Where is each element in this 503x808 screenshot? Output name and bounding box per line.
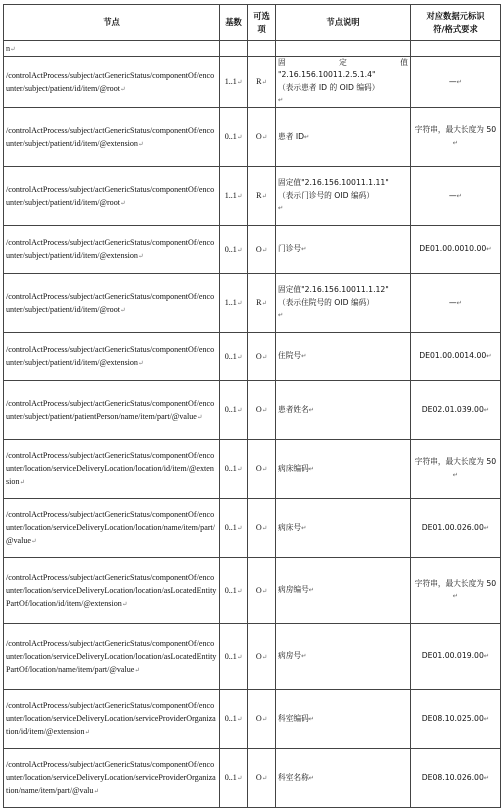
continuation-cell: n↵	[4, 41, 220, 57]
cardinality-cell: 0..1↵	[220, 225, 248, 273]
cardinality-cell: 1..1↵	[220, 57, 248, 108]
requirement-cell: DE01.00.0014.00↵	[411, 332, 501, 380]
node-path-cell: /controlActProcess/subject/actGenericStatus/componentOf/encounter/subject/patient/id/item/@extension↵	[4, 107, 220, 166]
table-row	[4, 689, 501, 748]
cardinality-cell: 0..1↵	[220, 498, 248, 557]
node-spec-table	[3, 4, 501, 808]
requirement-cell: 字符串，最大长度为 50↵	[411, 107, 501, 166]
table-row	[4, 498, 501, 557]
node-path-cell: /controlActProcess/subject/actGenericStatus/componentOf/encounter/subject/patient/id/item/@extension↵	[4, 332, 220, 380]
cardinality-cell: 0..1↵	[220, 439, 248, 498]
cardinality-cell: 1..1↵	[220, 166, 248, 225]
description-cell: 患者 ID↵	[276, 107, 411, 166]
cardinality-cell: 0..1↵	[220, 557, 248, 623]
description-cell: 病房编号↵	[276, 557, 411, 623]
optional-cell: O↵	[248, 107, 276, 166]
node-path-cell: /controlActProcess/subject/actGenericStatus/componentOf/encounter/location/serviceDeliveryLocation/serviceProviderOrganization/id/item/@extension↵	[4, 689, 220, 748]
cardinality-cell: 0..1↵	[220, 332, 248, 380]
optional-cell: O↵	[248, 557, 276, 623]
description-cell: 固定值"2.16.156.10011.1.11" （表示门诊号的 OID 编码） ↵	[276, 166, 411, 225]
description-cell: 病房号↵	[276, 623, 411, 689]
header-requirement: 对应数据元标识 符/格式要求	[411, 5, 501, 41]
table-row	[4, 557, 501, 623]
node-path-cell: /controlActProcess/subject/actGenericStatus/componentOf/encounter/subject/patient/id/item/@root↵	[4, 57, 220, 108]
node-path-cell: /controlActProcess/subject/actGenericStatus/componentOf/encounter/location/serviceDeliveryLocation/serviceProviderOrganization/name/item/part/@valu↵	[4, 748, 220, 807]
empty-cell	[411, 41, 501, 57]
optional-cell: R↵	[248, 273, 276, 332]
requirement-cell: —↵	[411, 57, 501, 108]
description-cell: 科室名称↵	[276, 748, 411, 807]
description-cell: 门诊号↵	[276, 225, 411, 273]
node-path-cell: /controlActProcess/subject/actGenericStatus/componentOf/encounter/subject/patient/id/item/@extension↵	[4, 225, 220, 273]
node-path-cell: /controlActProcess/subject/actGenericStatus/componentOf/encounter/subject/patient/id/item/@root↵	[4, 273, 220, 332]
table-row	[4, 107, 501, 166]
empty-cell	[248, 41, 276, 57]
table-header-row	[4, 5, 501, 41]
optional-cell: O↵	[248, 225, 276, 273]
requirement-cell: DE01.00.0010.00↵	[411, 225, 501, 273]
requirement-cell: DE08.10.025.00↵	[411, 689, 501, 748]
optional-cell: O↵	[248, 748, 276, 807]
cardinality-cell: 0..1↵	[220, 107, 248, 166]
header-description: 节点说明	[276, 5, 411, 41]
requirement-cell: —↵	[411, 273, 501, 332]
requirement-cell: DE08.10.026.00↵	[411, 748, 501, 807]
description-cell: 固定值"2.16.156.10011.1.12" （表示住院号的 OID 编码） ↵	[276, 273, 411, 332]
cardinality-cell: 0..1↵	[220, 689, 248, 748]
table-row	[4, 439, 501, 498]
node-path-cell: /controlActProcess/subject/actGenericStatus/componentOf/encounter/location/serviceDeliveryLocation/location/name/item/part/@value↵	[4, 498, 220, 557]
optional-cell: O↵	[248, 332, 276, 380]
header-optional: 可选 项	[248, 5, 276, 41]
optional-cell: R↵	[248, 166, 276, 225]
header-cardinality: 基数	[220, 5, 248, 41]
description-cell: 住院号↵	[276, 332, 411, 380]
requirement-cell: 字符串，最大长度为 50↵	[411, 439, 501, 498]
node-path-cell: /controlActProcess/subject/actGenericStatus/componentOf/encounter/subject/patient/id/item/@root↵	[4, 166, 220, 225]
requirement-cell: DE02.01.039.00↵	[411, 380, 501, 439]
empty-cell	[220, 41, 248, 57]
table-row	[4, 225, 501, 273]
optional-cell: O↵	[248, 380, 276, 439]
description-cell: 病床号↵	[276, 498, 411, 557]
node-path-cell: /controlActProcess/subject/actGenericStatus/componentOf/encounter/location/serviceDeliveryLocation/location/asLocatedEntityPartOf/location/name/item/part/@value↵	[4, 623, 220, 689]
optional-cell: O↵	[248, 623, 276, 689]
requirement-cell: —↵	[411, 166, 501, 225]
requirement-cell: 字符串，最大长度为 50↵	[411, 557, 501, 623]
cardinality-cell: 0..1↵	[220, 623, 248, 689]
node-path-cell: /controlActProcess/subject/actGenericStatus/componentOf/encounter/location/serviceDeliveryLocation/location/asLocatedEntityPartOf/location/id/item/@extension↵	[4, 557, 220, 623]
optional-cell: O↵	[248, 498, 276, 557]
requirement-cell: DE01.00.019.00↵	[411, 623, 501, 689]
description-cell: 固 定 值 "2.16.156.10011.2.5.1.4" （表示患者 ID 的 OID 编码） ↵	[276, 57, 411, 108]
node-path-cell: /controlActProcess/subject/actGenericStatus/componentOf/encounter/location/serviceDeliveryLocation/location/id/item/@extension↵	[4, 439, 220, 498]
table-row	[4, 380, 501, 439]
cardinality-cell: 0..1↵	[220, 748, 248, 807]
header-node: 节点	[4, 5, 220, 41]
continuation-row	[4, 41, 501, 57]
description-cell: 科室编码↵	[276, 689, 411, 748]
table-row	[4, 273, 501, 332]
table-row	[4, 623, 501, 689]
cardinality-cell: 0..1↵	[220, 380, 248, 439]
node-path-cell: /controlActProcess/subject/actGenericStatus/componentOf/encounter/subject/patient/patientPerson/name/item/part/@value↵	[4, 380, 220, 439]
description-cell: 病床编码↵	[276, 439, 411, 498]
table-row	[4, 57, 501, 108]
table-row	[4, 332, 501, 380]
optional-cell: R↵	[248, 57, 276, 108]
empty-cell	[276, 41, 411, 57]
cardinality-cell: 1..1↵	[220, 273, 248, 332]
table-row	[4, 166, 501, 225]
table-row	[4, 748, 501, 807]
requirement-cell: DE01.00.026.00↵	[411, 498, 501, 557]
optional-cell: O↵	[248, 689, 276, 748]
description-cell: 患者姓名↵	[276, 380, 411, 439]
optional-cell: O↵	[248, 439, 276, 498]
